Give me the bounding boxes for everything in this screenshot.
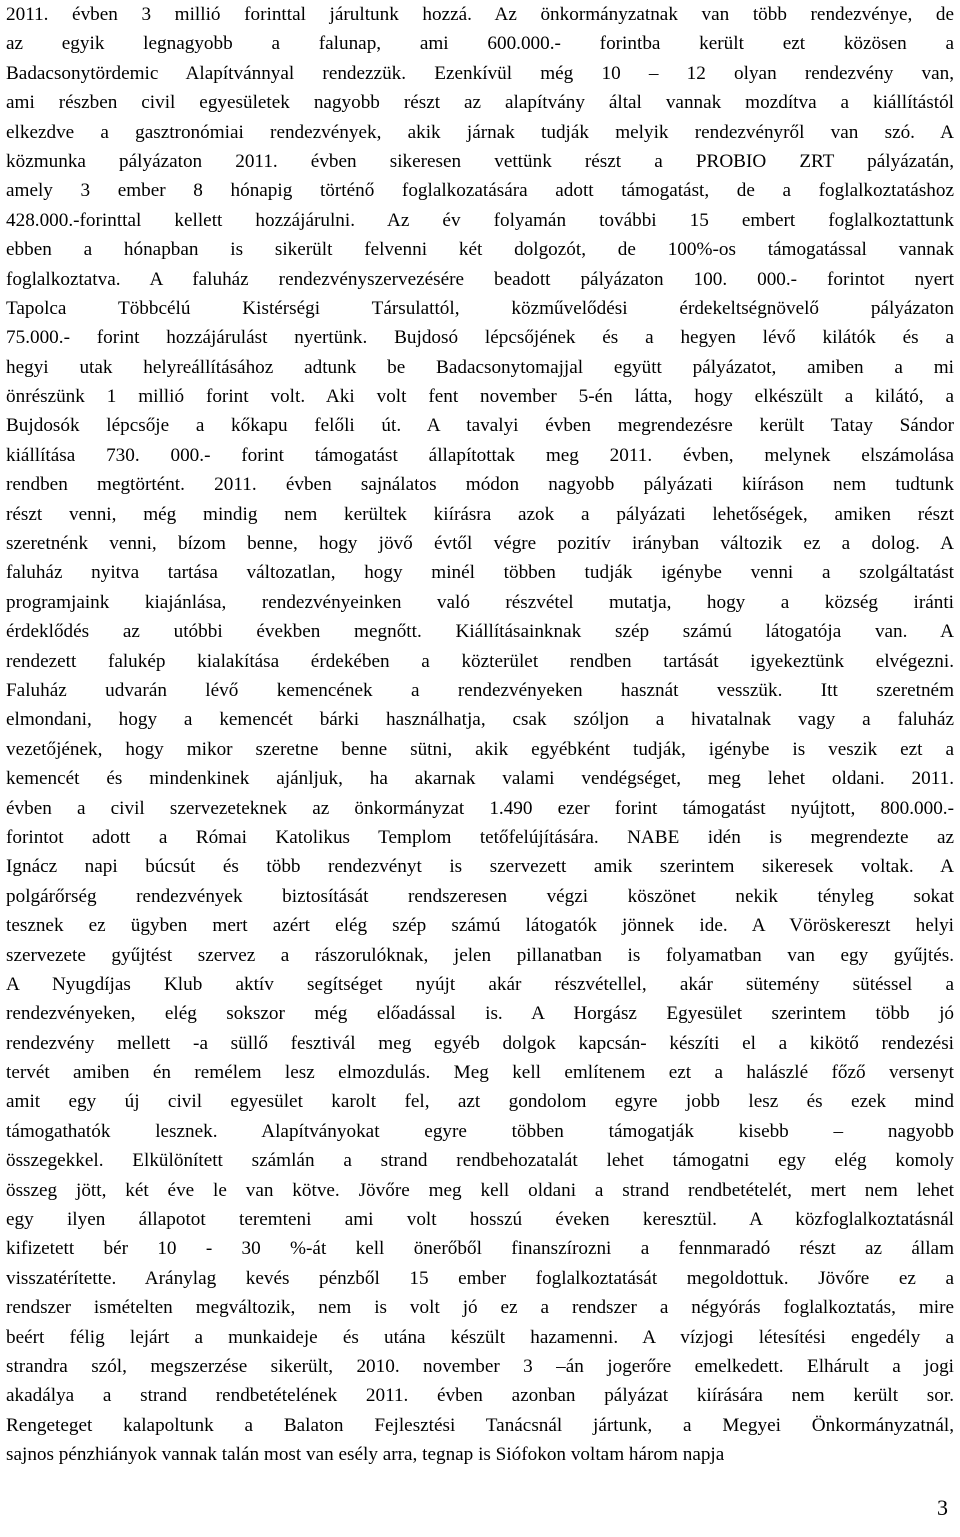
text-line: amely 3 ember 8 hónapig történő foglalkozatására adott támogatást, de a foglalkoztatáshoz <box>6 180 954 202</box>
text-line: összegekkel. Elkülönített számlán a strand rendbehozatalát lehet támogatni egy elég komoly <box>6 1150 954 1172</box>
text-line: rendben megtörtént. 2011. évben sajnálatos módon nagyobb pályázati kiíráson nem tudtunk <box>6 474 954 496</box>
text-line: kemencét és mindenkinek ajánljuk, ha akarnak valami vendégséget, meg lehet oldani. 2011. <box>6 768 954 790</box>
text-line: közmunka pályázaton 2011. évben sikeresen vettünk részt a PROBIO ZRT pályázatán, <box>6 150 954 172</box>
text-line: támogathatók lesznek. Alapítványokat egyre többen támogatják kisebb – nagyobb <box>6 1120 954 1142</box>
text-line: akadálya a strand rendbetételének 2011. évben azonban pályázat kiírására nem került sor. <box>6 1385 954 1407</box>
text-line: Bujdosók lépcsője a kőkapu felőli út. A tavalyi évben megrendezésre került Tatay Sándor <box>6 415 954 437</box>
text-line: sajnos pénzhiányok vannak talán most van esély arra, tegnap is Siófokon voltam három napja <box>6 1444 725 1466</box>
text-line: önrészünk 1 millió forint volt. Aki volt fent november 5-én látta, hogy elkészült a kilátó, a <box>6 386 954 408</box>
text-line: vezetőjének, hogy mikor szeretne benne sütni, akik egyébként tudják, igénybe is veszik ezt a <box>6 738 954 760</box>
text-line: kifizetett bér 10 - 30 %-át kell önerőből finanszírozni a fennmaradó részt az állam <box>6 1238 954 1260</box>
text-line: összeg jött, két éve le van kötve. Jövőre meg kell oldani a strand rendbetételét, mert nem lehet <box>6 1179 954 1201</box>
text-line: ebben a hónapban is sikerült felvenni két dolgozót, de 100%-os támogatással vannak <box>6 239 954 261</box>
text-line: beért félig lejárt a munkaideje és utána készült hazamenni. A vízjogi létesítési engedély a <box>6 1326 954 1348</box>
text-line: tervét amiben én remélem lesz elmozdulás. Meg kell említenem ezt a halászlé főző versenyt <box>6 1062 954 1084</box>
text-line: rendezett falukép kialakítása érdekében a közterület rendben tartását igyekeztünk elvégezni. <box>6 650 954 672</box>
text-line: elkezdve a gasztronómiai rendezvények, akik járnak tudják melyik rendezvényről van szó. A <box>6 121 954 143</box>
text-line: 428.000.-forinttal kellett hozzájárulni. Az év folyamán további 15 embert foglalkoztattunk <box>6 209 954 231</box>
text-line: visszatérítette. Aránylag kevés pénzből 15 ember foglalkoztatását megoldottuk. Jövőre ez a <box>6 1267 954 1289</box>
body-text <box>6 0 954 1470</box>
text-line: érdeklődés az utóbbi években megnőtt. Kiállításainknak szép számú látogatója van. A <box>6 621 954 643</box>
text-line: foglalkoztatva. A faluház rendezvényszervezésére beadott pályázaton 100. 000.- forintot nyert <box>6 268 954 290</box>
text-line: A Nyugdíjas Klub aktív segítséget nyújt akár részvétellel, akár sütemény sütéssel a <box>6 973 954 995</box>
text-line: forintot adott a Római Katolikus Templom tetőfelújítására. NABE idén is megrendezte az <box>6 826 954 848</box>
text-line: 2011. évben 3 millió forinttal járultunk hozzá. Az önkormányzatnak van több rendezvénye, de <box>6 4 954 25</box>
text-line: Tapolca Többcélú Kistérségi Társulattól, közművelődési érdekeltségnövelő pályázaton <box>6 297 954 319</box>
text-line: Rengeteget kalapoltunk a Balaton Fejlesztési Tanácsnál jártunk, a Megyei Önkormányzatnál, <box>6 1414 954 1436</box>
text-line: strandra szól, megszerzése sikerült, 2010. november 3 –án jogerőre emelkedett. Elhárult a jogi <box>6 1355 954 1377</box>
text-line: hegyi utak helyreállításához adtunk be Badacsonytomajjal együtt pályázatot, amiben a mi <box>6 356 954 378</box>
text-line: rendezvény mellett -a süllő fesztivál meg egyéb dolgok kapcsán- készíti el a kikötő rendezési <box>6 1032 954 1054</box>
text-line: szeretnénk venni, bízom benne, hogy jövő évtől végre pozitív irányban változik ez a dolog. A <box>6 533 954 555</box>
text-line: Badacsonytördemic Alapítvánnyal rendezzük. Ezenkívül még 10 – 12 olyan rendezvény van, <box>6 62 954 84</box>
page-number: 3 <box>937 1495 948 1520</box>
text-line: részt venni, még mindig nem kerültek kiírásra azok a pályázati lehetőségek, amiken részt <box>6 503 954 525</box>
text-line: egy ilyen állapotot teremteni ami volt hosszú éveken keresztül. A közfoglalkoztatásnál <box>6 1209 954 1231</box>
text-line: 75.000.- forint hozzájárulást nyertünk. Bujdosó lépcsőjének és a hegyen lévő kilátók és a <box>6 327 954 349</box>
text-line: tesznek ez ügyben mert azért elég szép számú látogatók jönnek ide. A Vöröskereszt helyi <box>6 915 954 937</box>
text-line: szervezete gyűjtést szervez a rászorulóknak, jelen pillanatban is folyamatban van egy gyűjtés. <box>6 944 954 966</box>
text-line: kiállítása 730. 000.- forint támogatást állapítottak meg 2011. évben, melynek elszámolása <box>6 444 954 466</box>
text-line: Faluház udvarán lévő kemencének a rendezvényeken hasznát vesszük. Itt szeretném <box>6 679 954 701</box>
text-line: amit egy új civil egyesület karolt fel, azt gondolom egyre jobb lesz és ezek mind <box>6 1091 954 1113</box>
text-line: faluház nyitva tartása változatlan, hogy minél többen tudják igénybe venni a szolgáltatást <box>6 562 954 584</box>
text-line: Ignácz napi búcsút és több rendezvényt is szervezett amik szerintem sikeresek voltak. A <box>6 856 954 878</box>
text-line: polgárőrség rendezvények biztosítását rendszeresen végzi köszönet nekik tényleg sokat <box>6 885 954 907</box>
text-line: rendezvényeken, elég sokszor még előadással is. A Horgász Egyesület szerintem több jó <box>6 1003 954 1025</box>
text-line: rendszer ismételten megváltozik, nem is volt jó ez a rendszer a négyórás foglalkoztatás, mire <box>6 1297 954 1319</box>
text-line: az egyik legnagyobb a falunap, ami 600.000.- forintba került ezt közösen a <box>6 33 954 55</box>
text-line: programjaink kiajánlása, rendezvényeinken való részvétel mutatja, hogy a község iránti <box>6 591 954 613</box>
text-line: évben a civil szervezeteknek az önkormányzat 1.490 ezer forint támogatást nyújtott, 800.000.- <box>6 797 954 819</box>
text-line: ami részben civil egyesületek nagyobb részt az alapítvány által vannak mozdítva a kiállítástól <box>6 92 954 114</box>
text-line: elmondani, hogy a kemencét bárki használhatja, csak szóljon a hivatalnak vagy a faluház <box>6 709 954 731</box>
